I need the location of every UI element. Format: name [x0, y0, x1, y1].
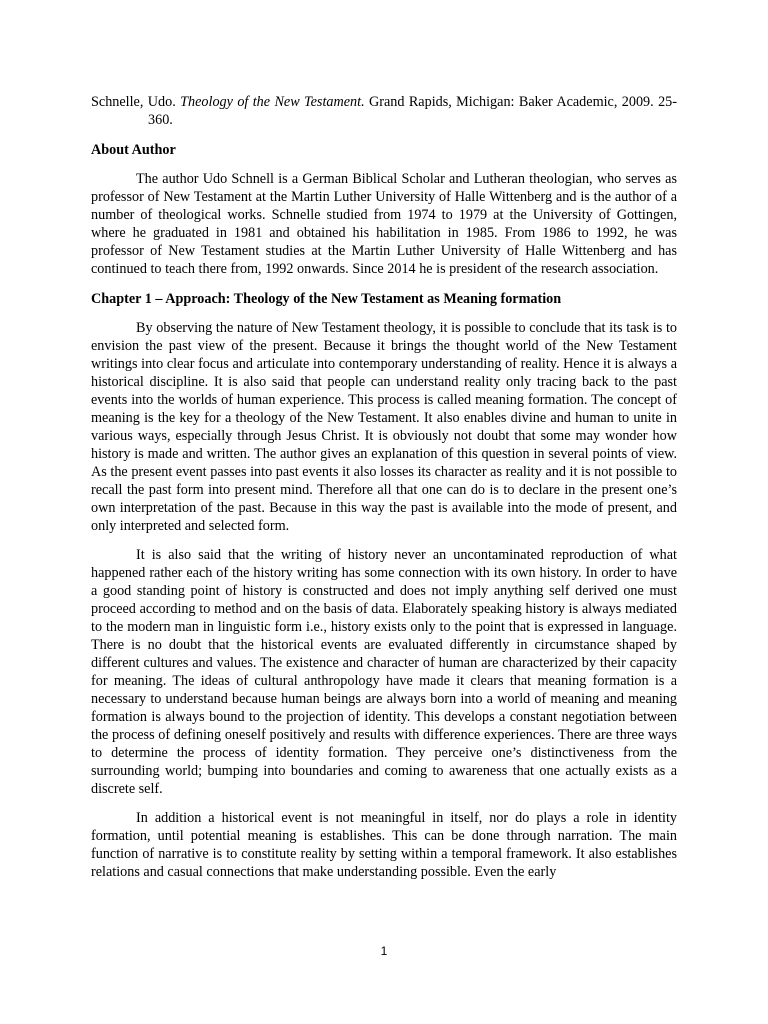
chapter-1-paragraph-1: By observing the nature of New Testament theology, it is possible to conclude that its task is to envision the past view of the present. Because it brings the thought world of the New Testament writings into clear focus and articulate into contemporary understanding of reality. Hence it is always a historical discipline. It is also said that people can understand reality only tracing back to the past events into the worlds of human experience. This process is called meaning formation. The concept of meaning is the key for a theology of the New Testament. It also enables divine and human to unite in various ways, especially through Jesus Christ. It is obviously not doubt that some may wonder how history is made and written. The author gives an explanation of this question in several points of view. As the present event passes into past events it also losses its character as reality and it is not possible to recall the past form into present mind. Therefore all that one can do is to declare in the present one’s own interpretation of the past. Because in this way the past is available into the mode of present, and only interpreted and selected form.: [91, 320, 677, 534]
about-author-paragraph: The author Udo Schnell is a German Biblical Scholar and Lutheran theologian, who serves as professor of New Testament at the Martin Luther University of Halle Wittenberg and is the author of a number of theological works. Schnelle studied from 1974 to 1979 at the University of Gottingen, where he graduated in 1981 and obtained his habilitation in 1985. From 1986 to 1992, he was professor of New Testament studies at the Martin Luther University of Halle Wittenberg and has continued to teach there from, 1992 onwards. Since 2014 he is president of the research association.: [91, 171, 677, 277]
page-number: 1: [380, 944, 388, 958]
about-author-heading: About Author: [91, 142, 176, 158]
citation-author: Schnelle, Udo.: [91, 94, 181, 110]
citation-publication: Grand Rapids, Michigan: Baker Academic, 2009. 25-360.: [148, 94, 677, 128]
chapter-1-paragraph-3: In addition a historical event is not meaningful in itself, nor do plays a role in identity formation, until potential meaning is establishes. This can be done through narration. The main function of narrative is to constitute reality by setting within a temporal framework. It also establishes relations and casual connections that make understanding possible. Even the early: [91, 810, 677, 880]
chapter-1-heading: Chapter 1 – Approach: Theology of the New Testament as Meaning formation: [91, 291, 562, 307]
bibliographic-citation: [91, 93, 677, 129]
page-content: [91, 93, 677, 881]
citation-book-title: Theology of the New Testament.: [180, 94, 365, 110]
chapter-1-paragraph-2: It is also said that the writing of history never an uncontaminated reproduction of what happened rather each of the history writing has some connection with its own history. In order to have a good standing point of history is constructed and does not imply anything self derived one must proceed according to method and on the basis of data. Elaborately speaking history is always mediated to the modern man in linguistic form i.e., history exists only to the point that is expressed in language. There is no doubt that the historical events are evaluated differently in circumstance shaped by different cultures and values. The existence and character of human are characterized by their capacity for meaning. The ideas of cultural anthropology have made it clears that meaning formation is a necessary to understand because human beings are always born into a world of meaning and meaning formation is always bound to the projection of identity. This develops a constant negotiation between the process of defining oneself positively and results with difference experiences. There are three ways to determine the process of identity formation. They perceive one’s distinctiveness from the surrounding world; bumping into boundaries and coming to awareness that one actually exists as a discrete self.: [91, 547, 677, 797]
